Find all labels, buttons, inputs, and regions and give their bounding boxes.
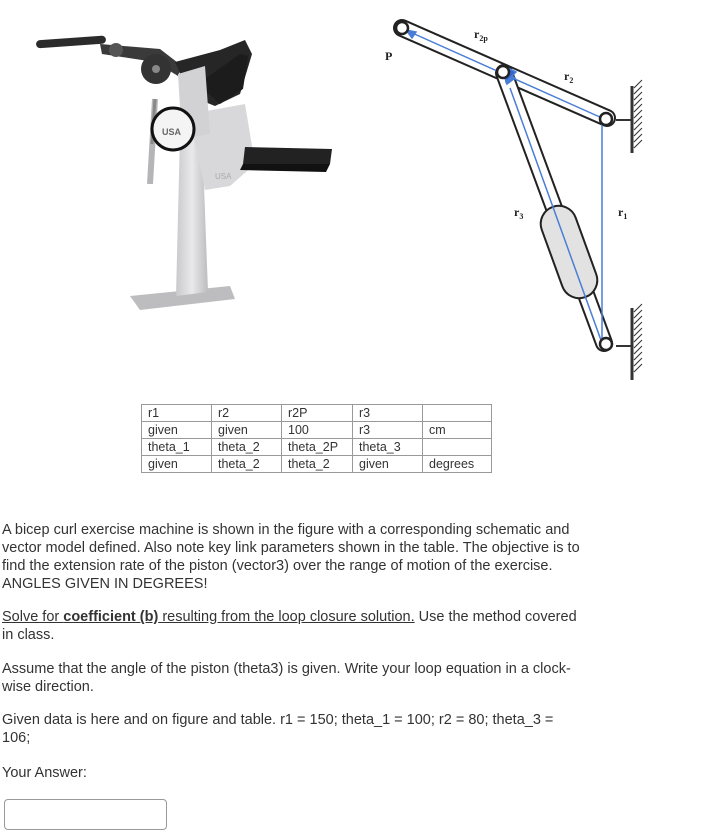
answer-label: Your Answer: (2, 765, 87, 781)
table-cell: given (142, 456, 212, 473)
table-cell: given (353, 456, 423, 473)
question-solve (2, 608, 582, 644)
svg-text:r2p (474, 27, 488, 43)
table-cell: cm (423, 422, 492, 439)
question-given: Given data is here and on figure and table. r1 = 150; theta_1 = 100; r2 = 80; theta_3 = 106; (2, 712, 554, 746)
exercise-machine-image (30, 14, 360, 314)
question-assume: Assume that the angle of the piston (theta3) is given. Write your loop equation in a clock-wise direction. (2, 661, 571, 695)
answer-input[interactable] (4, 799, 167, 830)
table-cell: theta_3 (353, 439, 423, 456)
label-r2-sub: 2 (569, 76, 574, 85)
table-cell: 100 (282, 422, 353, 439)
side-logo: USA (215, 172, 232, 181)
table-cell (423, 439, 492, 456)
label-r3: r (514, 205, 520, 219)
table-cell: theta_2 (212, 456, 282, 473)
table-cell: degrees (423, 456, 492, 473)
ground-hatch-bottom (634, 304, 642, 372)
label-r1-sub: 1 (623, 212, 628, 221)
table-cell (423, 405, 492, 422)
table-cell: theta_1 (142, 439, 212, 456)
table-cell: r2P (282, 405, 353, 422)
solve-text-c: resulting from the loop closure solution. (158, 609, 415, 625)
label-r2p: r (474, 27, 480, 41)
label-r2: r (564, 69, 570, 83)
table-cell: given (142, 422, 212, 439)
table-cell: given (212, 422, 282, 439)
table-row (142, 439, 492, 456)
svg-text:r2 (564, 69, 573, 85)
solve-text-a: Solve for (2, 609, 64, 625)
table-row (142, 405, 492, 422)
parameter-table (141, 404, 492, 473)
svg-text:r3 (514, 205, 523, 221)
solve-text-d: Use the method covered in class. (2, 609, 577, 643)
label-r2p-sub: 2p (479, 34, 488, 43)
question-intro: A bicep curl exercise machine is shown in the figure with a corresponding schematic and vector model defined. Also note key link parameters shown in the table. The objective is to find the extension rate of the piston (vector3) over the range of motion of the exercise. ANGLES GIVEN IN DEGREES! (2, 522, 580, 592)
vector-schematic (370, 8, 670, 388)
table-cell: r1 (142, 405, 212, 422)
table-cell: r3 (353, 405, 423, 422)
table-row (142, 456, 492, 473)
table-cell: theta_2 (282, 456, 353, 473)
label-r1: r (618, 205, 624, 219)
label-p: P (385, 49, 393, 63)
logo-text: USA (162, 127, 182, 137)
table-row (142, 422, 492, 439)
table-cell: r3 (353, 422, 423, 439)
table-cell: r2 (212, 405, 282, 422)
ground-hatch-top (634, 80, 642, 148)
table-cell: theta_2P (282, 439, 353, 456)
label-r3-sub: 3 (519, 212, 524, 221)
solve-text-b: coefficient (b) (63, 609, 159, 625)
svg-text:r1 (618, 205, 627, 221)
table-cell: theta_2 (212, 439, 282, 456)
